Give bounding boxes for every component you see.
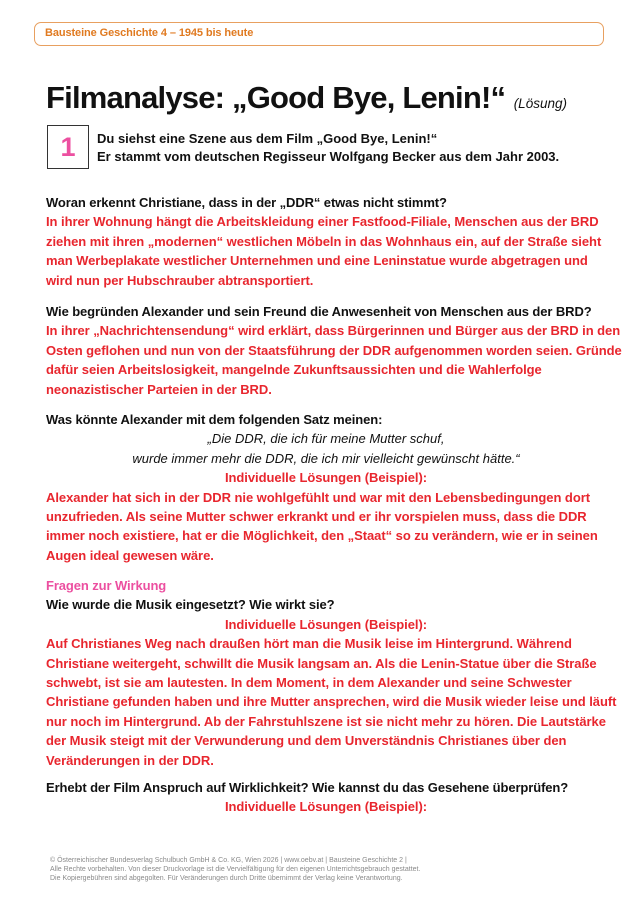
task-number: 1 (60, 132, 76, 162)
section-q5 (46, 778, 606, 817)
answer-line: dafür seien Arbeitslosigkeit, mangelnde Zukunftsaussichten und die Wahlerfolge (46, 362, 542, 378)
task-intro (97, 130, 559, 166)
solution-label: Individuelle Lösungen (Beispiel): (224, 616, 428, 632)
answer-line: neonazistischer Parteien in der BRD. (46, 381, 272, 397)
section-q3 (46, 410, 606, 565)
intro-line: Er stammt vom deutschen Regisseur Wolfgang Becker aus dem Jahr 2003. (97, 149, 560, 164)
answer-4 (46, 634, 617, 770)
question-4: Wie wurde die Musik eingesetzt? Wie wirkt sie? (46, 597, 335, 613)
answer-line: Alexander hat sich in der DDR nie wohlgefühlt und war mit den Lebensbedingungen dort (46, 489, 591, 505)
answer-line: ziehen mit ihren „modernen“ westlichen Möbeln in das Wohnhaus ein, auf der Straße sieht (46, 233, 602, 249)
answer-line: nur noch im Hintergrund. Ab der Fahrstuhlszene ist sie nicht mehr zu hören. Die Lautstärke (46, 713, 606, 729)
answer-line: Augen ideal gewesen wäre. (46, 547, 214, 563)
answer-line: Christiane weitergeht, schwillt die Musik langsam an. Als die Lenin-Statue über die Straße (46, 655, 597, 671)
page-title (46, 80, 567, 116)
page-title-sub: (Lösung) (513, 96, 567, 111)
header-title: Bausteine Geschichte 4 – 1945 bis heute (45, 27, 254, 39)
answer-line: unzufrieden. Als seine Mutter schwer erkrankt und er ihr vorspielen muss, dass die DDR (46, 509, 587, 525)
answer-line: In ihrer Wohnung hängt die Arbeitskleidung einer Fastfood-Filiale, Menschen aus der BRD (46, 214, 599, 230)
section-q2 (46, 302, 622, 399)
footer-copyright (50, 856, 420, 883)
task-number-box (47, 125, 89, 169)
question-2: Wie begründen Alexander und sein Freund die Anwesenheit von Menschen aus der BRD? (46, 304, 592, 319)
quote-line: „Die DDR, die ich für meine Mutter schuf, (207, 431, 445, 447)
question-1: Woran erkennt Christiane, dass in der „DDR“ etwas nicht stimmt? (46, 195, 447, 210)
answer-3 (46, 488, 606, 566)
solution-label: Individuelle Lösungen (Beispiel): (224, 470, 428, 486)
answer-line: man Werbeplakate westlicher Unternehmen und eine Leninstatue wurde abgetragen und (46, 253, 588, 269)
answer-line: der Musik steigt mit der Verwunderung und dem Unverständnis Christianes über den (46, 733, 567, 749)
answer-line: In ihrer „Nachrichtensendung“ wird erklärt, dass Bürgerinnen und Bürger aus der BRD in den (46, 323, 621, 339)
footer-line: © Österreichischer Bundesverlag Schulbuch GmbH & Co. KG, Wien 2026 | www.oebv.at | Bausteine Geschichte 2 | (50, 857, 407, 864)
answer-line: immer noch existiere, hat er die Möglichkeit, den „Staat“ so zu verändern, wie er in seinen (46, 528, 598, 544)
section-q1 (46, 193, 606, 290)
question-3: Was könnte Alexander mit dem folgenden Satz meinen: (46, 412, 383, 427)
footer-line: Alle Rechte vorbehalten. Von dieser Druckvorlage ist die Vervielfältigung für den eigenen Unterrichtsgebrauch gestattet. (50, 866, 421, 873)
answer-line: Christiane gefunden haben und ihre Mutter ansprechen, wird die Musik wieder leise und läuft (46, 694, 617, 710)
answer-2 (46, 321, 622, 399)
quote-line: wurde immer mehr die DDR, die ich mir vielleicht gewünscht hätte.“ (132, 450, 520, 466)
footer-line: Die Kopiergebühren sind abgegolten. Für Veränderungen durch Dritte übernimmt der Verlag keine Verantwortung. (50, 875, 403, 882)
intro-line: Du siehst eine Szene aus dem Film „Good Bye, Lenin!“ (97, 131, 438, 146)
section-wirkung (46, 576, 617, 770)
question-5: Erhebt der Film Anspruch auf Wirklichkeit? Wie kannst du das Gesehene überprüfen? (46, 780, 569, 795)
answer-line: schwebt, ist sie am lautesten. In dem Moment, in dem Alexander und seine Schwester (46, 675, 572, 691)
answer-line: Auf Christianes Weg nach draußen hört man die Musik leise im Hintergrund. Während (46, 636, 572, 652)
solution-label: Individuelle Lösungen (Beispiel): (224, 799, 428, 815)
answer-1 (46, 212, 606, 290)
section-heading-wirkung: Fragen zur Wirkung (46, 578, 167, 593)
answer-line: wird nun per Hubschrauber abtransportiert. (46, 272, 314, 288)
answer-line: Osten geflohen und nun von der Staatsführung der DDR aufgenommen worden seien. Gründe (46, 342, 622, 358)
header-bar (34, 22, 604, 46)
answer-line: Veränderungen in der DDR. (46, 752, 214, 768)
page-title-main: Filmanalyse: „Good Bye, Lenin!“ (46, 80, 506, 115)
